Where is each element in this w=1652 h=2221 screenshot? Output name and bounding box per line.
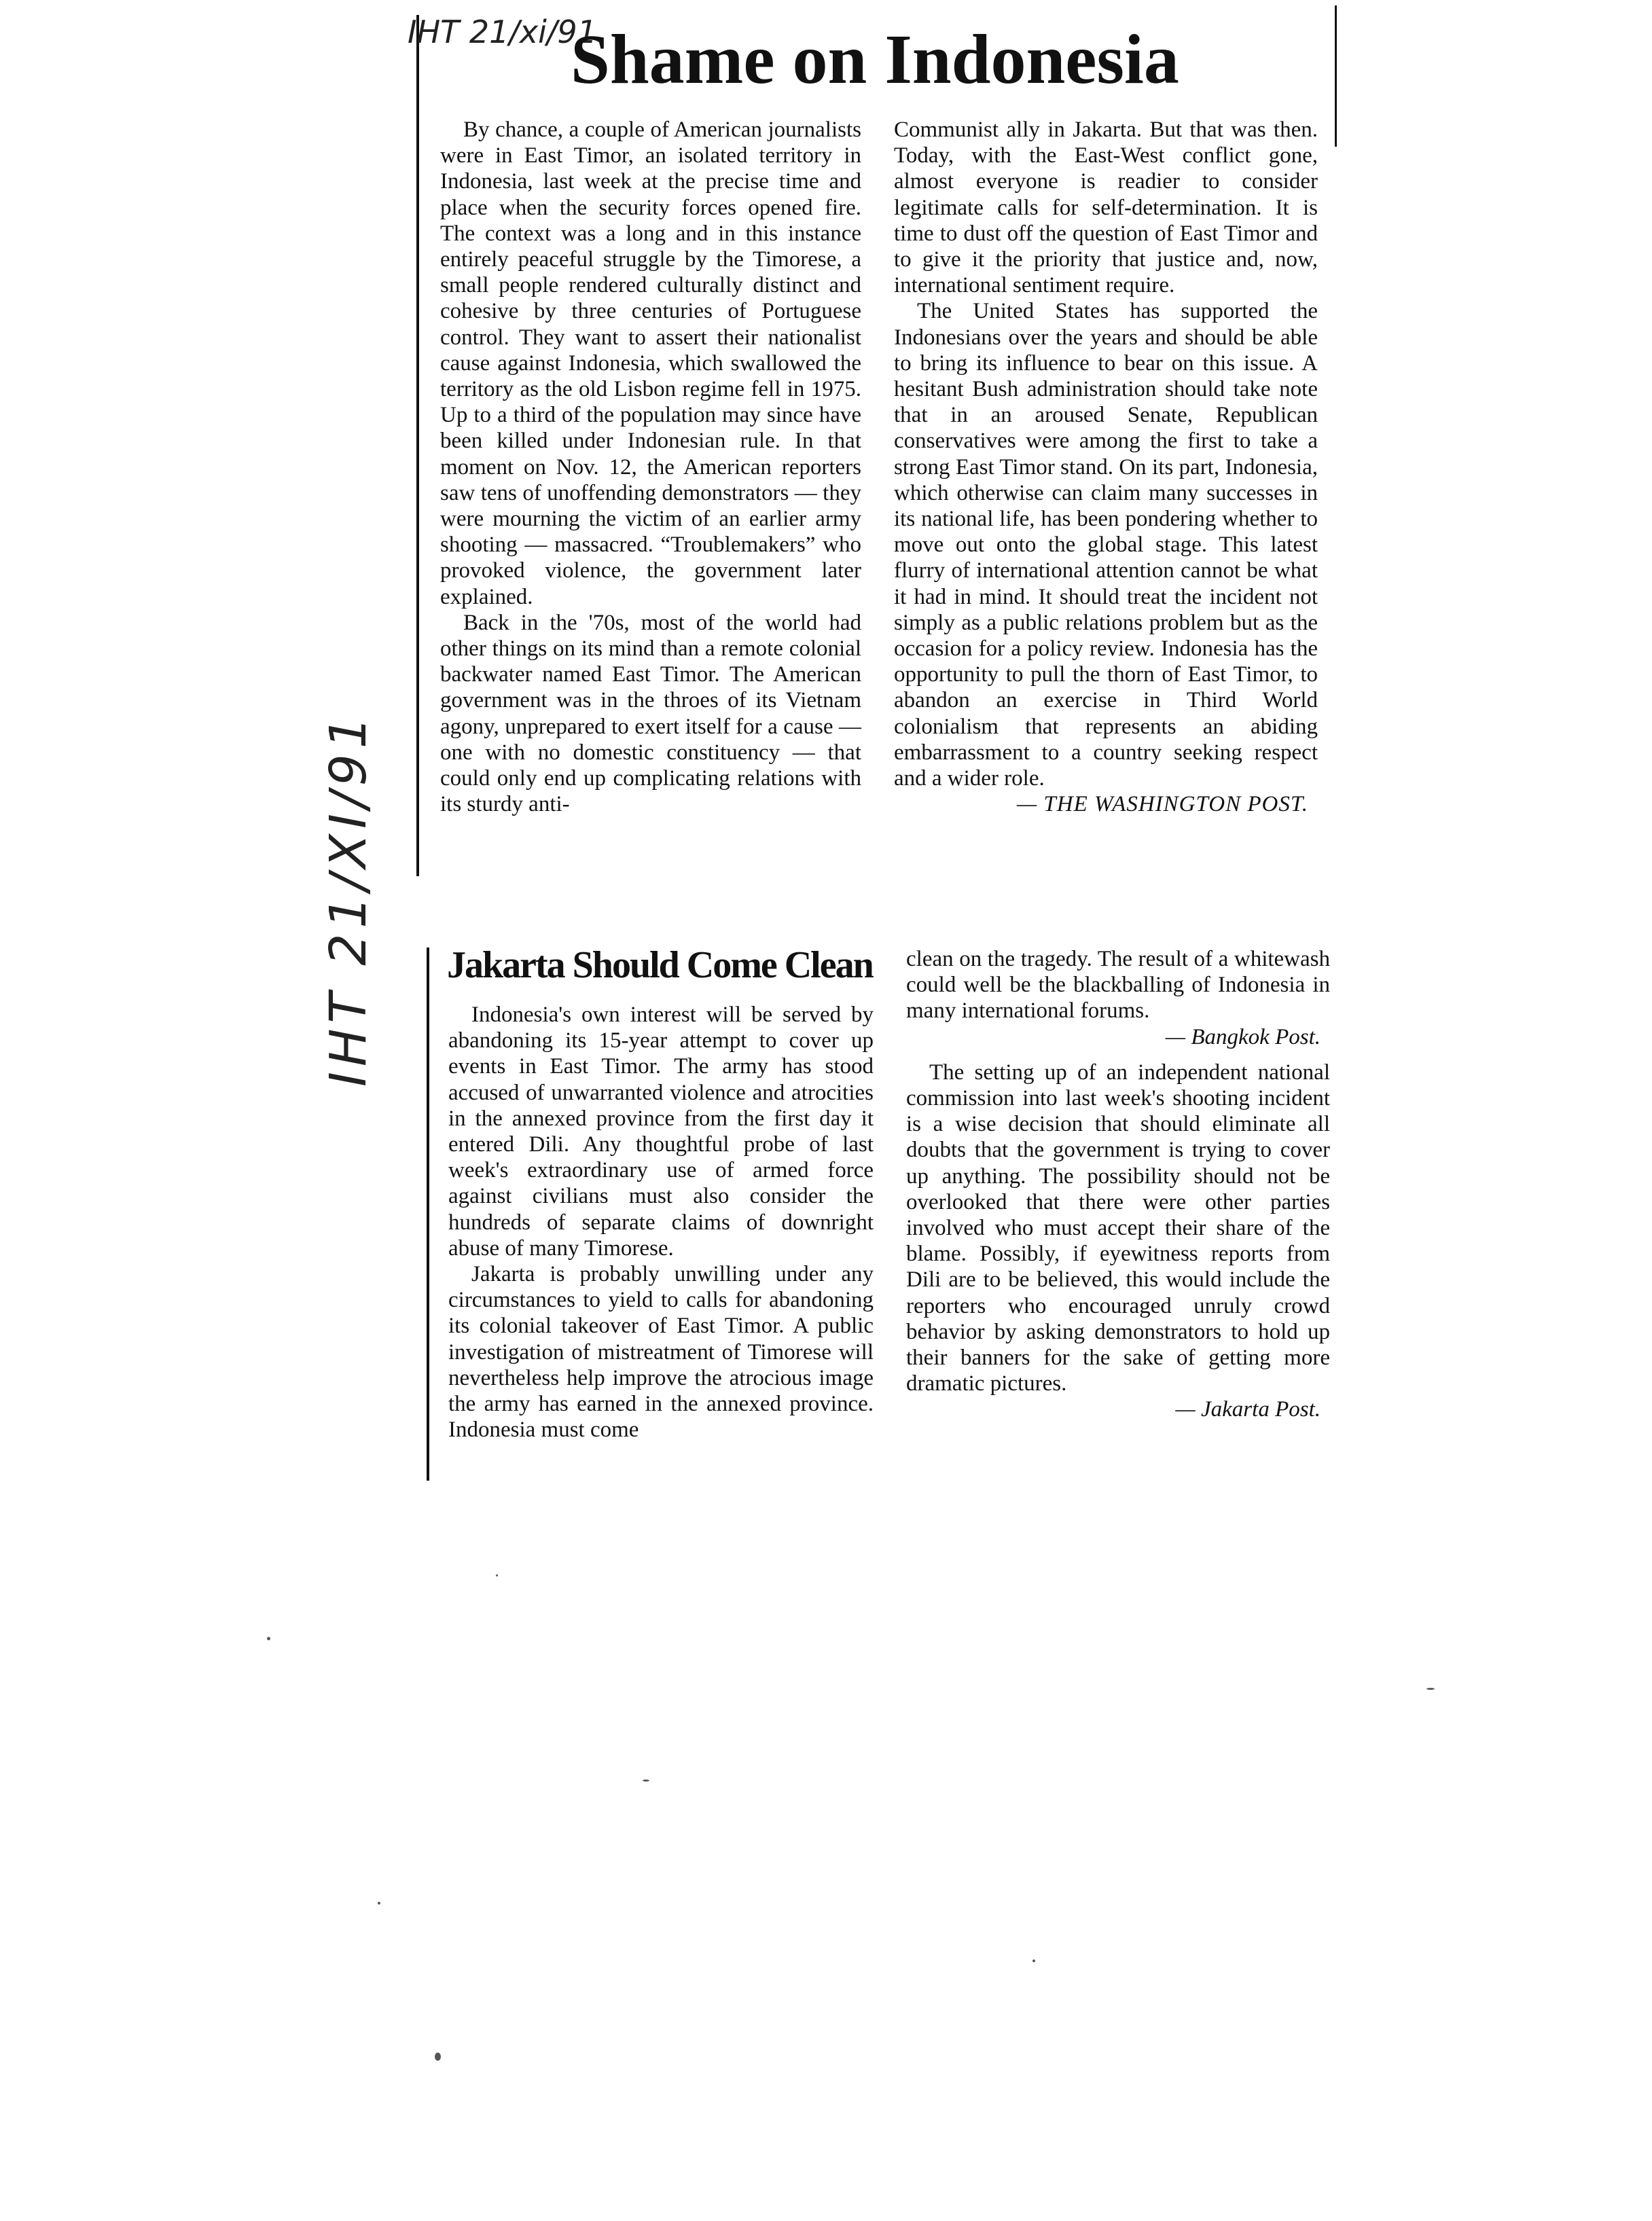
jakarta-post-source: — Jakarta Post.	[1175, 1397, 1321, 1422]
article1-paragraph: Communist ally in Jakarta. But that was then. Today, with the East-West conflict gone, almost everyone is readier to consider legitimate calls for self-determination. It is time to dust off the question of East Timor and to give it the priority that justice and, now, international sentiment require.	[894, 118, 1318, 298]
article1-source: — THE WASHINGTON POST.	[1016, 792, 1308, 817]
article1-paragraph: The United States has supported the Indonesians over the years and should be able to bring its influence to bear on this issue. A hesitant Bush administration should take note that in an aroused Senate, Republican conservatives were among the first to take a strong East Timor stand. On its part, Indonesia, which otherwise can claim many successes in its national life, has been pondering whether to move out onto the global stage. This latest flurry of international attention cannot be what it had in mind. It should treat the incident not simply as a public relations problem but as the occasion for a policy review. Indonesia has the opportunity to pull the thorn of East Timor, to abandon an exercise in Third World colonialism that represents an abiding embarrassment to a country seeking respect and a wider role.	[894, 299, 1318, 791]
article1-right-column	[894, 117, 1318, 817]
article1-right-rule	[1335, 5, 1337, 147]
article2-paragraph: Indonesia's own interest will be served by abandoning its 15-year attempt to cover up events in East Timor. The army has stood accused of unwarranted violence and atrocities in the annexed province from the first day it entered Dili. Any thoughtful probe of last week's extraordinary use of armed force against civilians must also consider the hundreds of separate claims of downright abuse of many Timorese.	[448, 1003, 874, 1261]
article1-left-column	[440, 117, 861, 817]
article2-paragraph: The setting up of an independent national commission into last week's shooting incident is a wise decision that should eliminate all doubts that the government is trying to cover up anything. The possibility should not be overlooked that there were other parties involved who must accept their share of the blame. Possibly, if eyewitness reports from Dili are to be believed, this would include the reporters who encouraged unruly crowd behavior by asking demonstrators to hold up their banners for the sake of getting more dramatic pictures.	[906, 1060, 1330, 1396]
scan-speck	[496, 1574, 498, 1576]
scan-speck	[435, 2053, 441, 2061]
article1-left-rule	[416, 15, 419, 876]
scan-speck	[1032, 1960, 1035, 1962]
scan-speck	[267, 1637, 270, 1640]
scan-speck	[378, 1902, 380, 1904]
bangkok-post-source: — Bangkok Post.	[1165, 1024, 1321, 1049]
article2-left-rule	[427, 947, 429, 1481]
article1-paragraph: Back in the '70s, most of the world had other things on its mind than a remote colonial backwater named East Timor. The American government was in the throes of its Vietnam agony, unprepared to exert itself for a cause — one with no domestic constituency — that could only end up complicating relations with its sturdy anti-	[440, 610, 861, 817]
article2-headline: Jakarta Should Come Clean	[447, 944, 873, 986]
article1-headline: Shame on Indonesia	[571, 20, 1179, 98]
article2-paragraph: Jakarta is probably unwilling under any circumstances to yield to calls for abandoning its colonial takeover of East Timor. A public investigation of mistreatment of Timorese will nevertheless help improve the atrocious image the army has earned in the annexed province. Indonesia must come	[448, 1262, 874, 1443]
scan-speck	[643, 1780, 649, 1782]
article2-left-column	[448, 1002, 874, 1443]
article2-right-column	[906, 946, 1330, 1423]
scan-speck	[1426, 1688, 1435, 1690]
article1-paragraph: By chance, a couple of American journalists were in East Timor, an isolated territory in Indonesia, last week at the precise time and place when the security forces opened fire. The context was a long and in this instance entirely peaceful struggle by the Timorese, a small people rendered culturally distinct and cohesive by three centuries of Portuguese control. They want to assert their nationalist cause against Indonesia, which swallowed the territory as the old Lisbon regime fell in 1975. Up to a third of the population may since have been killed under Indonesian rule. In that moment on Nov. 12, the American reporters saw tens of unoffending demonstrators — they were mourning the victim of an earlier army shooting — massacred. “Troublemakers” who provoked violence, the government later explained.	[440, 118, 861, 609]
handwritten-side-note: IHT 21/XI/91	[319, 711, 378, 1087]
article2-paragraph: clean on the tragedy. The result of a whitewash could well be the blackballing of Indonesia in many international forums.	[906, 947, 1330, 1024]
handwritten-date-note: IHT 21/xi/91	[408, 14, 597, 50]
